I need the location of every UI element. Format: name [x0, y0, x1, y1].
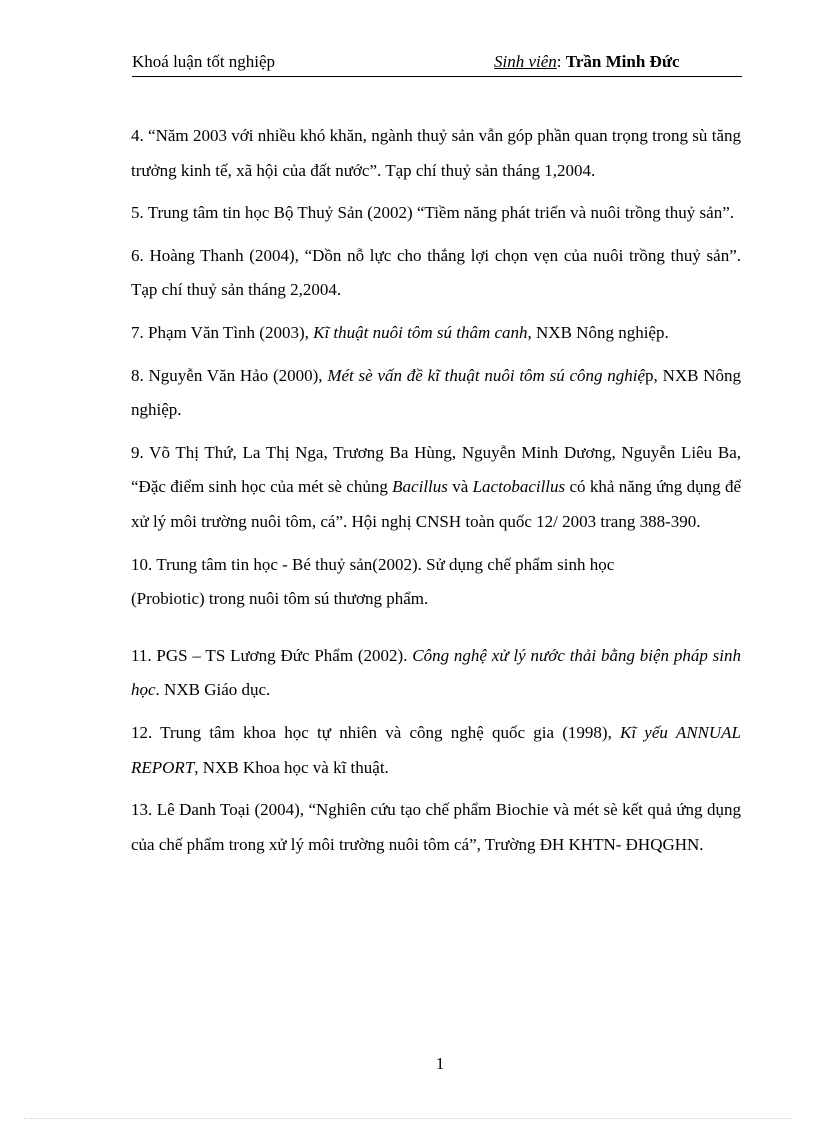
student-separator: :	[556, 52, 562, 71]
reference-item: 13. Lê Danh Toại (2004), “Nghiên cứu tạo chế phẩm Biochie và mét sè kết quả ứng dụng của chế phẩm trong xử lý môi trường nuôi tôm cá”, Trường ĐH KHTN- ĐHQGHN.	[131, 800, 741, 854]
reference-text: , NXB Khoa học và kĩ thuật.	[194, 757, 389, 777]
reference-text: (Probiotic) trong nuôi tôm sú thương phẩm.	[131, 589, 429, 609]
reference-text: 11. PGS – TS Lương Đức Phẩm (2002).	[131, 645, 413, 665]
reference-item	[131, 639, 741, 708]
reference-title: Kĩ yếu ANNUAL REPORT	[131, 722, 741, 777]
species-name: Bacillus	[392, 477, 448, 497]
student-name: Trần Minh Đức	[565, 52, 680, 71]
reference-text: có khả năng ứng dụng để xử lý môi trường nuôi tôm, cá”. Hội nghị CNSH toàn quốc 12/ 2003 trang 388-390.	[131, 477, 741, 531]
reference-item: 5. Trung tâm tin học Bộ Thuỷ Sản (2002) “Tiềm năng phát triển và nuôi trồng thuỷ sản”.	[131, 203, 734, 223]
student-info	[494, 52, 680, 72]
reference-text: 9. Võ Thị Thứ, La Thị Nga, Trương Ba Hùng, Nguyễn Minh Dương, Nguyễn Liêu Ba, “Đặc điểm sinh học của mét sè chủng	[131, 442, 741, 497]
page-header	[132, 52, 742, 77]
reference-item	[131, 359, 741, 428]
reference-item	[131, 716, 741, 785]
thesis-title: Khoá luận tốt nghiệp	[132, 52, 276, 71]
reference-list	[131, 119, 741, 870]
reference-text: 10. Trung tâm tin học - Bé thuỷ sản(2002). Sử dụng chế phẩm sinh học	[131, 554, 615, 574]
reference-text: 8. Nguyễn Văn Hảo (2000),	[131, 365, 328, 385]
reference-text: và	[447, 477, 473, 497]
reference-item: 4. “Năm 2003 với nhiều khó khăn, ngành thuỷ sản vẫn góp phần quan trọng trong sù tăng trưởng kinh tế, xã hội của đất nước”. Tạp chí thuỷ sản tháng 1,2004.	[131, 126, 741, 180]
reference-text: 7. Phạm Văn Tình (2003),	[131, 322, 314, 342]
reference-item: 6. Hoàng Thanh (2004), “Dồn nỗ lực cho thắng lợi chọn vẹn của nuôi trồng thuỷ sản”. Tạp chí thuỷ sản tháng 2,2004.	[131, 245, 741, 300]
reference-item	[131, 316, 741, 351]
student-label: Sinh viên	[494, 52, 557, 71]
reference-title: Công nghệ xử lý nước thải bằng biện pháp sinh học	[131, 645, 741, 700]
reference-title: Mét sè vấn đề kĩ thuật nuôi tôm sú công nghiệ	[327, 365, 646, 385]
reference-item	[131, 436, 741, 540]
species-name: Lactobacillus	[472, 477, 566, 497]
reference-text: 12. Trung tâm khoa học tự nhiên và công nghệ quốc gia (1998),	[131, 722, 621, 742]
reference-text: . NXB Giáo dục.	[155, 680, 271, 700]
page-bottom-divider	[24, 1118, 792, 1119]
reference-title: Kĩ thuật nuôi tôm sú thâm canh	[313, 322, 528, 342]
reference-text: p, NXB Nông nghiệp.	[131, 365, 741, 420]
reference-text: , NXB Nông nghiệp.	[527, 322, 669, 342]
reference-item	[131, 548, 741, 617]
page-number: 1	[435, 1054, 445, 1073]
